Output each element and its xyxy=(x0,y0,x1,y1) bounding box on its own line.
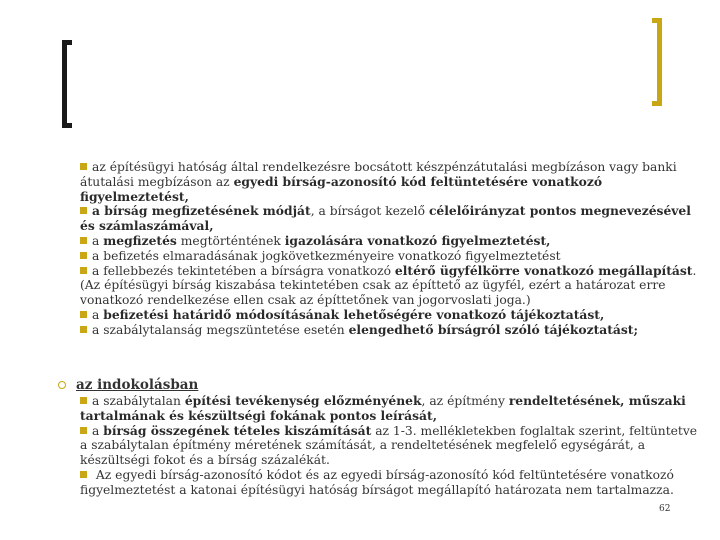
list-item xyxy=(80,394,700,424)
list-item-text: az 1-3. mellékletekben foglaltak szerint, feltüntetve a szabálytalan építmény méretének számítását, a rendeltetésének megfelelő egységárát, a készültségi fokot és a bírság százalékát. xyxy=(80,423,698,468)
right-bracket-decoration xyxy=(652,18,662,106)
list-item-text: , az építmény xyxy=(421,394,509,408)
list-item-text: építési tevékenység előzményének xyxy=(184,393,422,408)
list-item xyxy=(80,264,700,308)
list-item-text: a szabálytalanság megszüntetése esetén xyxy=(92,322,349,337)
list-item-text: a xyxy=(92,233,104,248)
page-number: 62 xyxy=(659,504,671,514)
list-item xyxy=(80,204,700,234)
list-item xyxy=(80,160,700,204)
list-item-text: a xyxy=(92,423,104,438)
list-item-text: igazolására vonatkozó figyelmeztetést, xyxy=(284,232,551,248)
list-item-text: elengedhető bírságról szóló tájékoztatást; xyxy=(348,321,639,337)
list-item-text: egyedi bírság-azonosító kód feltüntetésére vonatkozó figyelmeztetést, xyxy=(80,173,603,204)
sub-list-2 xyxy=(80,394,700,498)
square-bullet-icon xyxy=(80,397,87,404)
list-item-text: rendeltetésének, műszaki tartalmának és készültségi fokának pontos leírását, xyxy=(80,393,686,423)
list-item-text: a xyxy=(92,307,104,322)
list-item xyxy=(80,308,700,323)
list-item-text: bírság összegének tételes kiszámítását xyxy=(103,422,372,438)
list-item-text: Az egyedi bírság-azonosító kódot és az egyedi bírság-azonosító kód feltüntetésére vonatkozó figyelmeztetést a katonai építésügyi hatóság bírságot megállapító határozata nem tartalmazza. xyxy=(80,467,674,497)
list-item xyxy=(80,468,700,498)
section-heading xyxy=(58,377,198,393)
list-item-text: a befizetés elmaradásának jogkövetkezményeire vonatkozó figyelmeztetést xyxy=(92,248,561,263)
list-item-text: a fellebbezés tekintetében a bírságra vonatkozó xyxy=(92,263,395,278)
left-bracket-decoration xyxy=(62,40,72,128)
ring-bullet-icon xyxy=(58,381,66,389)
square-bullet-icon xyxy=(80,237,87,244)
square-bullet-icon xyxy=(80,163,87,170)
square-bullet-icon xyxy=(80,207,87,214)
list-item-text: befizetési határidő módosításának lehetőségére vonatkozó tájékoztatást, xyxy=(103,306,605,322)
list-item-text: a bírság megfizetésének módját xyxy=(92,203,311,219)
square-bullet-icon xyxy=(80,252,87,259)
list-item xyxy=(80,249,700,264)
list-item-text: megtörténtének xyxy=(176,233,285,248)
square-bullet-icon xyxy=(80,267,87,274)
square-bullet-icon xyxy=(80,311,87,318)
list-item-text: a szabálytalan xyxy=(92,394,185,408)
section-title: az indokolásban xyxy=(76,377,199,393)
list-item xyxy=(80,323,700,338)
list-item-text: , a bírságot kezelő xyxy=(310,204,429,219)
list-item xyxy=(80,424,700,468)
list-item-text: megfizetés xyxy=(103,232,177,248)
list-item-text: eltérő ügyfélkörre vonatkozó megállapítást xyxy=(394,262,693,278)
sub-list-1 xyxy=(80,160,700,338)
square-bullet-icon xyxy=(80,427,87,434)
square-bullet-icon xyxy=(80,326,87,333)
square-bullet-icon xyxy=(80,471,87,478)
list-item-text: célelőirányzat pontos megnevezésével és számlaszámával, xyxy=(80,203,691,234)
list-item xyxy=(80,234,700,249)
list-item-text: . (Az építésügyi bírság kiszabása tekintetében csak az építtető az ügyfél, ezért a határozat erre vonatkozó rendelkezése ellen csak az építtetőnek van jogorvoslati joga.) xyxy=(80,263,697,308)
list-item-text: az építésügyi hatóság által rendelkezésre bocsátott készpénzátutalási megbízáson vagy banki átutalási megbízáson az xyxy=(80,160,677,189)
